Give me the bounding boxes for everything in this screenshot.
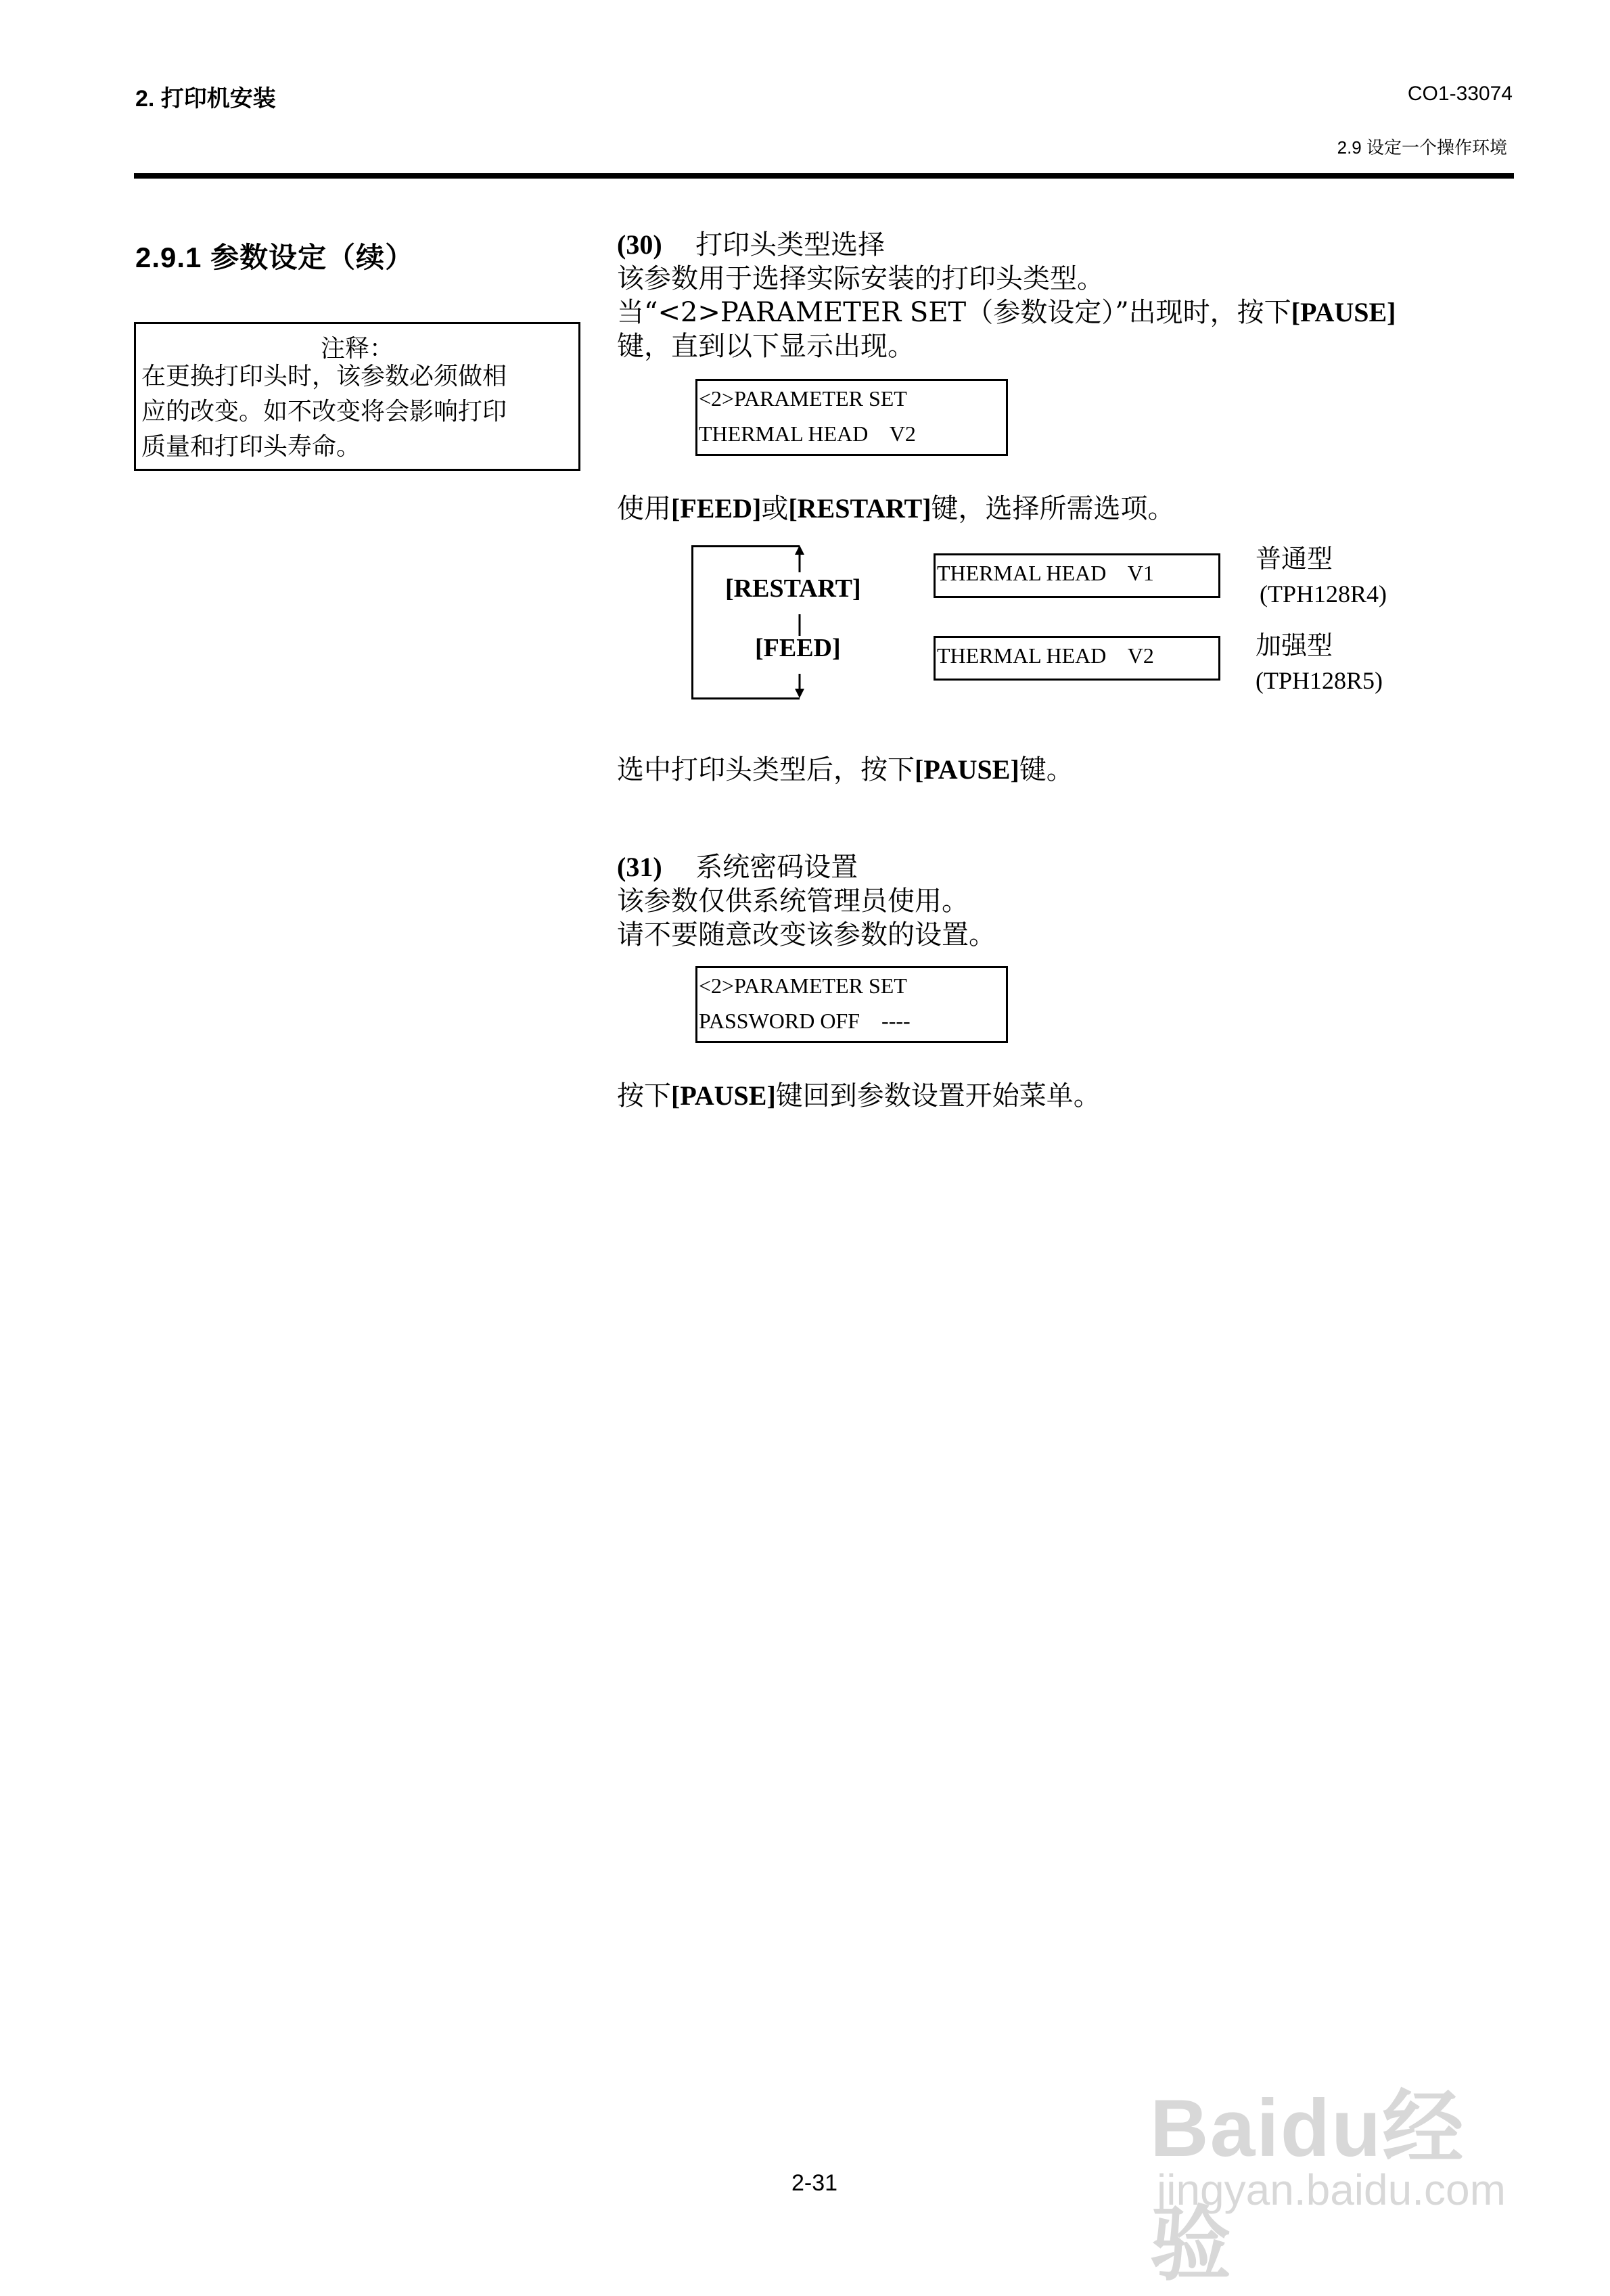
diagram-left-line [691,545,693,699]
pause-key-label: [PAUSE] [1291,297,1396,327]
note-box [134,322,580,471]
diagram-top-line [691,545,800,547]
item31-final-instruction [617,1078,1101,1113]
item31-description-2: 请不要随意改变该参数的设置。 [617,919,996,950]
diagram-bottom-line [691,697,800,699]
item30-title: 打印头类型选择 [695,229,886,260]
note-text [141,359,573,465]
item30-after-select [617,752,1074,787]
key-selection-diagram [691,545,813,699]
item30-instruction-text: 当“<2>PARAMETER SET（参数设定）”出现时，按下 [617,297,1291,328]
subsection-title: 2.9 设定一个操作环境 [1337,137,1507,158]
option-v2-type: 加强型 [1256,630,1333,660]
option-v1-model: (TPH128R4) [1260,580,1387,607]
watermark-brand: Baidu经验 [1150,2083,1465,2290]
lcd-line-1: <2>PARAMETER SET [699,973,907,998]
pause-key-label: [PAUSE] [671,1080,776,1111]
restart-key: [RESTART] [725,574,861,603]
item30-description: 该参数用于选择实际安装的打印头类型。 [617,263,1104,294]
item31-title: 系统密码设置 [695,852,858,883]
document-code: CO1-33074 [1407,83,1513,105]
item30-instruction [617,295,1510,330]
lcd-line-1: <2>PARAMETER SET [699,386,907,411]
lcd-display-thermal-head [695,379,1008,456]
chapter-title: 2. 打印机安装 [135,86,276,112]
lcd-line-2: PASSWORD OFF ---- [699,1009,911,1033]
note-line: 质量和打印头寿命。 [141,433,361,461]
return-text: 键回到参数设置开始菜单。 [775,1080,1101,1111]
lcd-option-text: THERMAL HEAD V1 [937,561,1154,585]
page-number: 2-31 [791,2170,838,2196]
note-line: 应的改变。如不改变将会影响打印 [141,398,507,426]
item30-heading [617,227,885,262]
item30-number: (30) [617,229,662,260]
item31-heading [617,850,858,885]
key-suffix-text: 键。 [1019,754,1074,785]
restart-key-label: [RESTART] [788,493,932,524]
lcd-display-password [695,966,1008,1043]
pause-key-label: [PAUSE] [915,754,1019,785]
section-title: 2.9.1 参数设定（续） [135,242,415,273]
lcd-option-v2 [934,636,1220,681]
option-v1-type: 普通型 [1256,544,1333,574]
note-title: 注释： [320,335,394,363]
feed-key-label: [FEED] [671,493,762,524]
or-text: 或 [761,493,789,524]
after-select-text: 选中打印头类型后，按下 [617,754,915,785]
watermark-url: jingyan.baidu.com [1157,2165,1506,2214]
baidu-watermark [1143,2063,1522,2290]
header-rule [134,173,1514,179]
use-text: 使用 [617,493,671,524]
item30-instruction-line2: 键，直到以下显示出现。 [617,331,915,362]
lcd-option-v1 [934,553,1220,598]
note-line: 在更换打印头时，该参数必须做相 [141,363,507,390]
select-text: 键，选择所需选项。 [931,493,1175,524]
item30-use-keys [617,491,1175,526]
press-text: 按下 [617,1080,671,1111]
item31-number: (31) [617,852,662,882]
up-down-arrow-icon [786,545,813,699]
feed-key: [FEED] [755,634,841,662]
lcd-line-2: THERMAL HEAD V2 [699,421,916,446]
item31-description-1: 该参数仅供系统管理员使用。 [617,886,969,917]
option-v2-model: (TPH128R5) [1256,667,1383,694]
lcd-option-text: THERMAL HEAD V2 [937,643,1154,668]
